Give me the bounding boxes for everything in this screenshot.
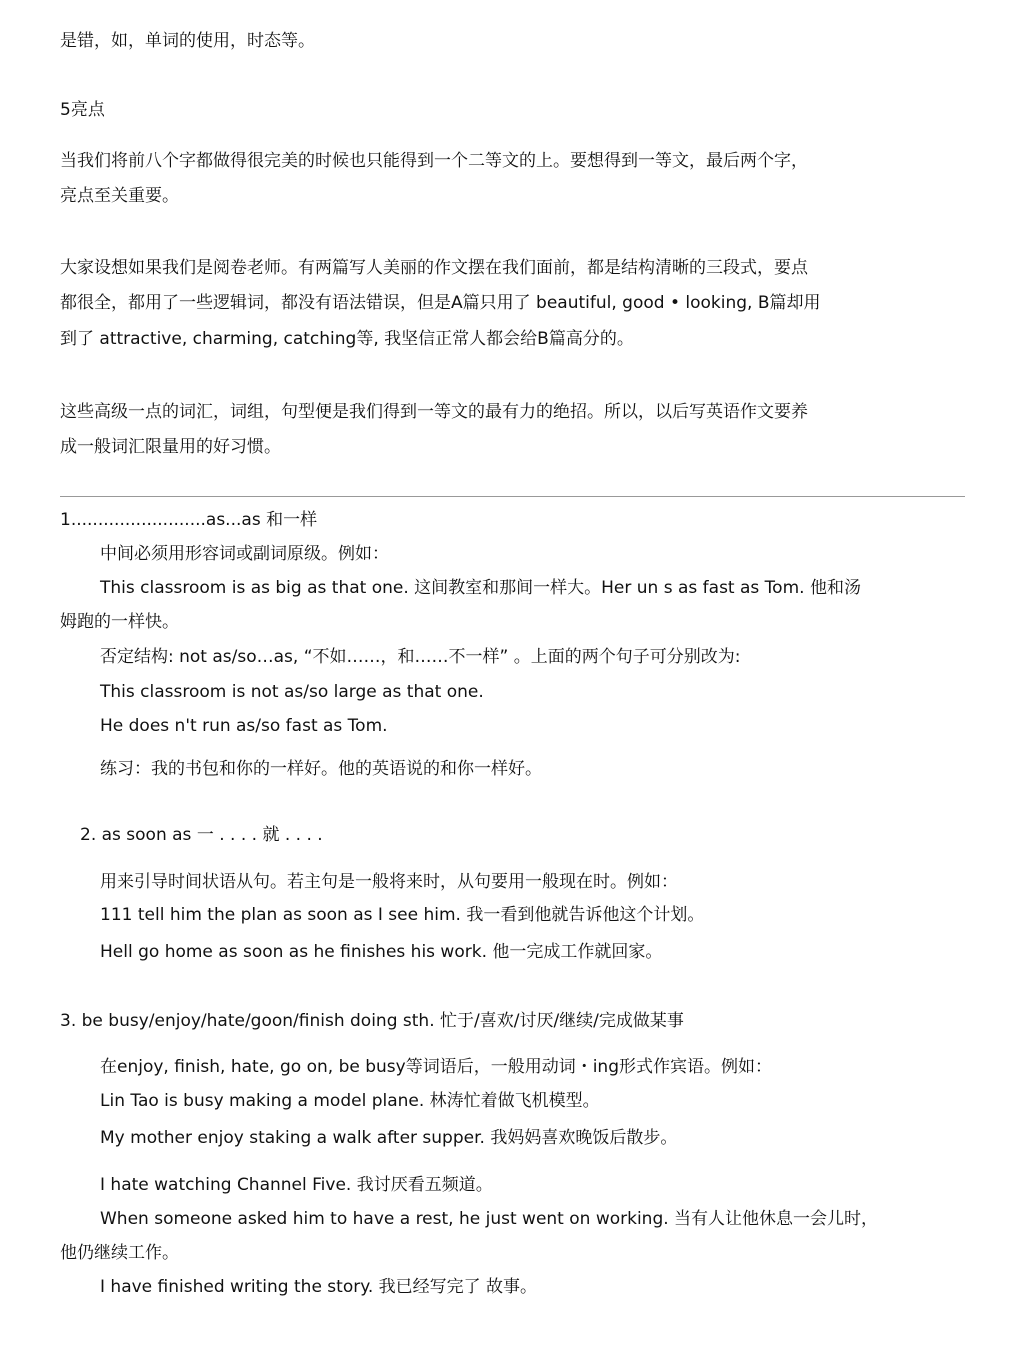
item2-line2: 111 tell him the plan as soon as I see him. 我一看到他就告诉他这个计划。 [100, 905, 705, 925]
item1-exercise: 练习：我的书包和你的一样好。他的英语说的和你一样好。 [100, 759, 542, 779]
section5-heading: 5亮点 [60, 100, 105, 120]
item3-title: 3. be busy/enjoy/hate/goon/finish doing sth. 忙于/喜欢/讨厌/继续/完成做某事 [60, 1011, 684, 1031]
item2-line3: Hell go home as soon as he finishes his work. 他一完成工作就回家。 [100, 942, 663, 962]
section5-para3-line2: 成一般词汇限量用的好习惯。 [60, 437, 281, 457]
item2-line1: 用来引导时间状语从句。若主句是一般将来时，从句要用一般现在时。例如： [100, 872, 678, 892]
item3-line4: I hate watching Channel Five. 我讨厌看五频道。 [100, 1175, 493, 1195]
item3-line2: Lin Tao is busy making a model plane. 林涛忙着做飞机模型。 [100, 1091, 600, 1111]
section5-para1-line2: 亮点至关重要。 [60, 186, 179, 206]
intro-tail-text: 是错，如，单词的使用，时态等。 [60, 31, 315, 51]
item3-line6: 他仍继续工作。 [60, 1243, 179, 1263]
item1-line5: This classroom is not as/so large as that one. [100, 682, 484, 702]
section5-para2-line3: 到了 attractive, charming, catching等, 我坚信正常人都会给B篇高分的。 [60, 329, 634, 349]
item2-title: 2. as soon as 一 . . . . 就 . . . . [80, 825, 323, 845]
item3-line3: My mother enjoy staking a walk after supper. 我妈妈喜欢晚饭后散步。 [100, 1128, 678, 1148]
section5-para1-line1: 当我们将前八个字都做得很完美的时候也只能得到一个二等文的上。要想得到一等文，最后两个字， [60, 151, 808, 171]
section5-para3-line1: 这些高级一点的词汇，词组，句型便是我们得到一等文的最有力的绝招。所以，以后写英语作文要养 [60, 402, 808, 422]
item3-line5: When someone asked him to have a rest, he just went on working. 当有人让他休息一会儿时， [100, 1209, 879, 1229]
section5-para2-line1: 大家设想如果我们是阅卷老师。有两篇写人美丽的作文摆在我们面前，都是结构清晰的三段式，要点 [60, 258, 808, 278]
item3-line7: I have finished writing the story. 我已经写完了 故事。 [100, 1277, 538, 1297]
item1-line1: 中间必须用形容词或副词原级。例如： [100, 544, 389, 564]
section-divider [60, 496, 965, 497]
item1-line2: This classroom is as big as that one. 这间教室和那间一样大。Her un s as fast as Tom. 他和汤 [100, 578, 861, 598]
item3-line1: 在enjoy, finish, hate, go on, be busy等词语后，一般用动词・ing形式作宾语。例如： [100, 1057, 772, 1077]
section5-para2-line2: 都很全，都用了一些逻辑词，都没有语法错误，但是A篇只用了 beautiful, good • looking, B篇却用 [60, 293, 821, 313]
item1-title: 1.........................as...as 和一样 [60, 510, 318, 530]
item1-line6: He does n't run as/so fast as Tom. [100, 716, 388, 736]
item1-line3: 姆跑的一样快。 [60, 612, 179, 632]
item1-line4: 否定结构: not as/so…as, “不如……，和……不一样” 。上面的两个句子可分别改为: [100, 647, 741, 667]
